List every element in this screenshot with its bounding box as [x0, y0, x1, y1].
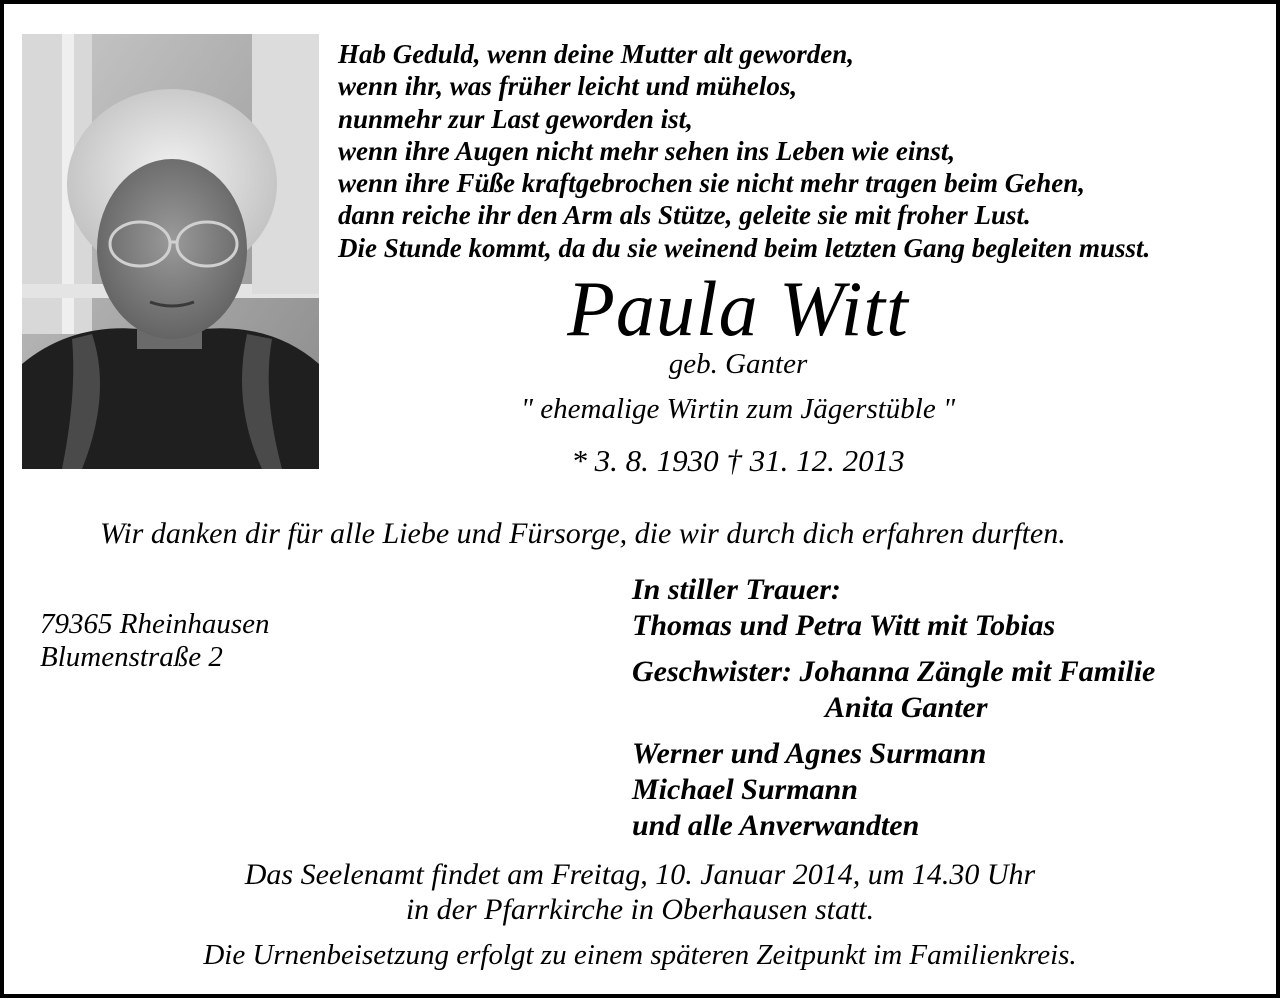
portrait-image — [22, 34, 319, 469]
mourners-siblings: Geschwister: Johanna Zängle mit Familie — [632, 655, 1156, 688]
poem-line: Hab Geduld, wenn deine Mutter alt geworden, — [338, 39, 855, 69]
mourners-list — [632, 572, 1155, 844]
poem-line: wenn ihre Augen nicht mehr sehen ins Leben wie einst, — [338, 135, 956, 166]
mourners-line: und alle Anverwandten — [632, 809, 920, 842]
poem-line: dann reiche ihr den Arm als Stütze, geleite sie mit froher Lust. — [338, 200, 1031, 231]
birth-name: geb. Ganter — [668, 348, 808, 380]
thanks-message: Wir danken dir für alle Liebe und Fürsorge, die wir durch dich erfahren durften. — [100, 517, 1066, 550]
mourners-line: Michael Surmann — [632, 773, 858, 806]
service-info-line-1: Das Seelenamt findet am Freitag, 10. Januar 2014, um 14.30 Uhr — [244, 858, 1036, 891]
poem-line: wenn ihre Füße kraftgebrochen sie nicht mehr tragen beim Gehen, — [338, 168, 1086, 199]
address — [40, 608, 270, 674]
poem-line: wenn ihr, was früher leicht und mühelos, — [338, 71, 798, 102]
address-street: Blumenstraße 2 — [40, 641, 223, 673]
address-city: 79365 Rheinhausen — [40, 608, 270, 640]
life-dates: * 3. 8. 1930 † 31. 12. 2013 — [571, 443, 905, 478]
mourners-heading: In stiller Trauer: — [632, 573, 841, 606]
mourners-line: Werner und Agnes Surmann — [632, 737, 987, 770]
poem-line: Die Stunde kommt, da du sie weinend beim letzten Gang begleiten musst. — [338, 232, 1151, 263]
poem-line: nunmehr zur Last geworden ist, — [338, 103, 693, 134]
mourners-siblings-2: Anita Ganter — [825, 691, 988, 724]
deceased-description: " ehemalige Wirtin zum Jägerstüble " — [520, 393, 956, 425]
poem — [338, 38, 1273, 264]
deceased-name: Paula Witt — [567, 265, 909, 352]
service-info-line-2: in der Pfarrkirche in Oberhausen statt. — [405, 893, 875, 926]
mourners-line: Thomas und Petra Witt mit Tobias — [632, 609, 1056, 642]
portrait-photo — [22, 34, 319, 469]
urn-burial-note: Die Urnenbeisetzung erfolgt zu einem späteren Zeitpunkt im Familienkreis. — [203, 939, 1077, 971]
